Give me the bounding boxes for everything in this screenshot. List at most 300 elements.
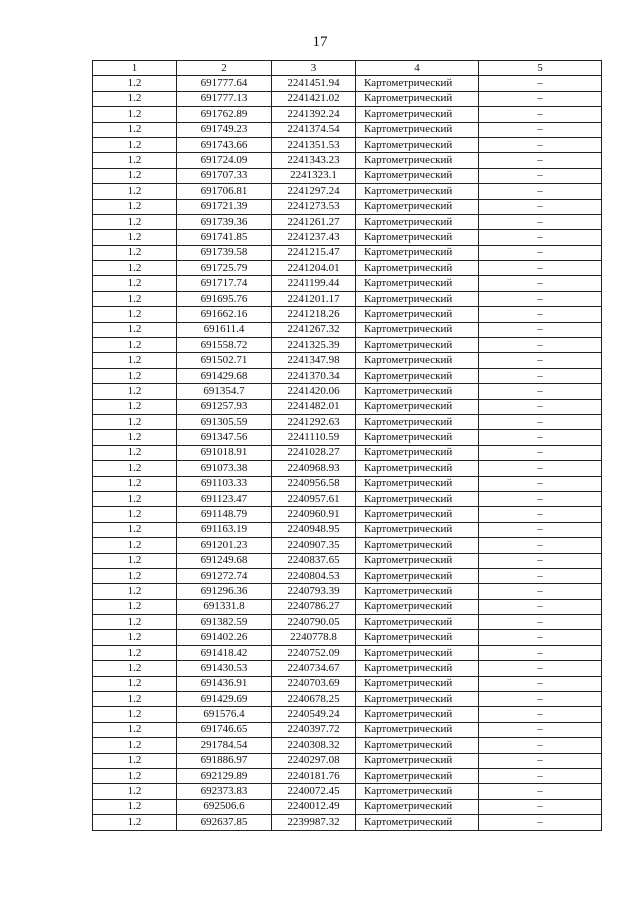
y-coordinate-cell: 2240837.65 [272, 553, 356, 568]
method-cell: Картометрический [356, 707, 479, 722]
x-coordinate-cell: 291784.54 [177, 738, 272, 753]
y-coordinate-cell: 2241218.26 [272, 307, 356, 322]
table-row [93, 676, 602, 691]
method-cell: Картометрический [356, 784, 479, 799]
y-coordinate-cell: 2241261.27 [272, 214, 356, 229]
accuracy-cell: – [479, 615, 602, 630]
y-coordinate-cell: 2240778.8 [272, 630, 356, 645]
table-row [93, 230, 602, 245]
accuracy-cell: – [479, 414, 602, 429]
table-row [93, 584, 602, 599]
method-cell: Картометрический [356, 230, 479, 245]
y-coordinate-cell: 2240072.45 [272, 784, 356, 799]
section-cell: 1.2 [93, 276, 177, 291]
accuracy-cell: – [479, 676, 602, 691]
y-coordinate-cell: 2240703.69 [272, 676, 356, 691]
method-cell: Картометрический [356, 153, 479, 168]
table-row [93, 399, 602, 414]
y-coordinate-cell: 2241392.24 [272, 107, 356, 122]
x-coordinate-cell: 691886.97 [177, 753, 272, 768]
x-coordinate-cell: 691249.68 [177, 553, 272, 568]
table-row [93, 538, 602, 553]
section-cell: 1.2 [93, 768, 177, 783]
page-number: 17 [312, 34, 328, 50]
x-coordinate-cell: 691331.8 [177, 599, 272, 614]
y-coordinate-cell: 2240786.27 [272, 599, 356, 614]
accuracy-cell: – [479, 491, 602, 506]
section-cell: 1.2 [93, 630, 177, 645]
section-cell: 1.2 [93, 584, 177, 599]
method-cell: Картометрический [356, 168, 479, 183]
x-coordinate-cell: 691695.76 [177, 291, 272, 306]
x-coordinate-cell: 691103.33 [177, 476, 272, 491]
header-row [93, 61, 602, 76]
table-row [93, 738, 602, 753]
accuracy-cell: – [479, 692, 602, 707]
table-row [93, 707, 602, 722]
y-coordinate-cell: 2240181.76 [272, 768, 356, 783]
section-cell: 1.2 [93, 738, 177, 753]
accuracy-cell: – [479, 461, 602, 476]
table-row [93, 276, 602, 291]
section-cell: 1.2 [93, 522, 177, 537]
method-cell: Картометрический [356, 107, 479, 122]
section-cell: 1.2 [93, 399, 177, 414]
method-cell: Картометрический [356, 768, 479, 783]
method-cell: Картометрический [356, 368, 479, 383]
header-cell-2: 2 [177, 61, 272, 76]
table-row [93, 476, 602, 491]
section-cell: 1.2 [93, 784, 177, 799]
accuracy-cell: – [479, 599, 602, 614]
section-cell: 1.2 [93, 122, 177, 137]
method-cell: Картометрический [356, 261, 479, 276]
y-coordinate-cell: 2241273.53 [272, 199, 356, 214]
table-row [93, 199, 602, 214]
table-row [93, 261, 602, 276]
table-body [93, 76, 602, 830]
accuracy-cell: – [479, 799, 602, 814]
method-cell: Картометрический [356, 91, 479, 106]
x-coordinate-cell: 691707.33 [177, 168, 272, 183]
header-cell-3: 3 [272, 61, 356, 76]
method-cell: Картометрический [356, 414, 479, 429]
header-cell-5: 5 [479, 61, 602, 76]
section-cell: 1.2 [93, 491, 177, 506]
table-row [93, 445, 602, 460]
x-coordinate-cell: 691576.4 [177, 707, 272, 722]
table-row [93, 522, 602, 537]
section-cell: 1.2 [93, 230, 177, 245]
table-row [93, 553, 602, 568]
table-row [93, 430, 602, 445]
y-coordinate-cell: 2239987.32 [272, 815, 356, 830]
y-coordinate-cell: 2241237.43 [272, 230, 356, 245]
accuracy-cell: – [479, 261, 602, 276]
x-coordinate-cell: 691296.36 [177, 584, 272, 599]
accuracy-cell: – [479, 630, 602, 645]
section-cell: 1.2 [93, 815, 177, 830]
accuracy-cell: – [479, 137, 602, 152]
table-row [93, 76, 602, 91]
x-coordinate-cell: 691354.7 [177, 384, 272, 399]
y-coordinate-cell: 2241323.1 [272, 168, 356, 183]
method-cell: Картометрический [356, 199, 479, 214]
accuracy-cell: – [479, 199, 602, 214]
method-cell: Картометрический [356, 722, 479, 737]
x-coordinate-cell: 691347.56 [177, 430, 272, 445]
coordinates-table [92, 60, 602, 831]
method-cell: Картометрический [356, 276, 479, 291]
method-cell: Картометрический [356, 245, 479, 260]
x-coordinate-cell: 691777.13 [177, 91, 272, 106]
section-cell: 1.2 [93, 153, 177, 168]
section-cell: 1.2 [93, 261, 177, 276]
section-cell: 1.2 [93, 676, 177, 691]
y-coordinate-cell: 2240752.09 [272, 645, 356, 660]
accuracy-cell: – [479, 568, 602, 583]
y-coordinate-cell: 2241201.17 [272, 291, 356, 306]
table-row [93, 122, 602, 137]
x-coordinate-cell: 692637.85 [177, 815, 272, 830]
accuracy-cell: – [479, 399, 602, 414]
section-cell: 1.2 [93, 214, 177, 229]
x-coordinate-cell: 691743.66 [177, 137, 272, 152]
x-coordinate-cell: 691257.93 [177, 399, 272, 414]
y-coordinate-cell: 2240790.05 [272, 615, 356, 630]
x-coordinate-cell: 691717.74 [177, 276, 272, 291]
y-coordinate-cell: 2241482.01 [272, 399, 356, 414]
y-coordinate-cell: 2240804.53 [272, 568, 356, 583]
method-cell: Картометрический [356, 399, 479, 414]
method-cell: Картометрический [356, 184, 479, 199]
y-coordinate-cell: 2241199.44 [272, 276, 356, 291]
x-coordinate-cell: 691706.81 [177, 184, 272, 199]
table-row [93, 768, 602, 783]
accuracy-cell: – [479, 76, 602, 91]
accuracy-cell: – [479, 507, 602, 522]
y-coordinate-cell: 2241297.24 [272, 184, 356, 199]
method-cell: Картометрический [356, 738, 479, 753]
accuracy-cell: – [479, 153, 602, 168]
table-row [93, 245, 602, 260]
table-header [93, 61, 602, 76]
method-cell: Картометрический [356, 615, 479, 630]
section-cell: 1.2 [93, 538, 177, 553]
section-cell: 1.2 [93, 461, 177, 476]
x-coordinate-cell: 691418.42 [177, 645, 272, 660]
y-coordinate-cell: 2241347.98 [272, 353, 356, 368]
table-row [93, 615, 602, 630]
accuracy-cell: – [479, 445, 602, 460]
table-row [93, 599, 602, 614]
section-cell: 1.2 [93, 368, 177, 383]
x-coordinate-cell: 691163.19 [177, 522, 272, 537]
method-cell: Картометрический [356, 815, 479, 830]
table-row [93, 184, 602, 199]
accuracy-cell: – [479, 722, 602, 737]
y-coordinate-cell: 2240957.61 [272, 491, 356, 506]
y-coordinate-cell: 2241267.32 [272, 322, 356, 337]
section-cell: 1.2 [93, 291, 177, 306]
table-row [93, 307, 602, 322]
x-coordinate-cell: 692506.6 [177, 799, 272, 814]
method-cell: Картометрический [356, 76, 479, 91]
method-cell: Картометрический [356, 291, 479, 306]
accuracy-cell: – [479, 661, 602, 676]
y-coordinate-cell: 2240948.95 [272, 522, 356, 537]
section-cell: 1.2 [93, 722, 177, 737]
table-row [93, 291, 602, 306]
y-coordinate-cell: 2240734.67 [272, 661, 356, 676]
accuracy-cell: – [479, 476, 602, 491]
section-cell: 1.2 [93, 137, 177, 152]
x-coordinate-cell: 691558.72 [177, 338, 272, 353]
table-row [93, 153, 602, 168]
x-coordinate-cell: 691746.65 [177, 722, 272, 737]
x-coordinate-cell: 691721.39 [177, 199, 272, 214]
table-row [93, 353, 602, 368]
accuracy-cell: – [479, 214, 602, 229]
table-row [93, 722, 602, 737]
accuracy-cell: – [479, 107, 602, 122]
method-cell: Картометрический [356, 491, 479, 506]
method-cell: Картометрический [356, 445, 479, 460]
y-coordinate-cell: 2241292.63 [272, 414, 356, 429]
accuracy-cell: – [479, 91, 602, 106]
table-row [93, 322, 602, 337]
header-cell-4: 4 [356, 61, 479, 76]
section-cell: 1.2 [93, 799, 177, 814]
accuracy-cell: – [479, 522, 602, 537]
section-cell: 1.2 [93, 91, 177, 106]
x-coordinate-cell: 691123.47 [177, 491, 272, 506]
accuracy-cell: – [479, 184, 602, 199]
section-cell: 1.2 [93, 414, 177, 429]
accuracy-cell: – [479, 368, 602, 383]
section-cell: 1.2 [93, 168, 177, 183]
table-row [93, 799, 602, 814]
section-cell: 1.2 [93, 353, 177, 368]
accuracy-cell: – [479, 815, 602, 830]
y-coordinate-cell: 2240793.39 [272, 584, 356, 599]
method-cell: Картометрический [356, 137, 479, 152]
accuracy-cell: – [479, 245, 602, 260]
method-cell: Картометрический [356, 630, 479, 645]
method-cell: Картометрический [356, 353, 479, 368]
x-coordinate-cell: 691382.59 [177, 615, 272, 630]
x-coordinate-cell: 691739.36 [177, 214, 272, 229]
method-cell: Картометрический [356, 122, 479, 137]
x-coordinate-cell: 691777.64 [177, 76, 272, 91]
accuracy-cell: – [479, 353, 602, 368]
method-cell: Картометрический [356, 599, 479, 614]
y-coordinate-cell: 2241374.54 [272, 122, 356, 137]
accuracy-cell: – [479, 291, 602, 306]
section-cell: 1.2 [93, 615, 177, 630]
method-cell: Картометрический [356, 661, 479, 676]
x-coordinate-cell: 691724.09 [177, 153, 272, 168]
table-row [93, 753, 602, 768]
section-cell: 1.2 [93, 76, 177, 91]
method-cell: Картометрический [356, 322, 479, 337]
y-coordinate-cell: 2240549.24 [272, 707, 356, 722]
x-coordinate-cell: 691148.79 [177, 507, 272, 522]
table-row [93, 368, 602, 383]
accuracy-cell: – [479, 768, 602, 783]
y-coordinate-cell: 2240907.35 [272, 538, 356, 553]
section-cell: 1.2 [93, 661, 177, 676]
y-coordinate-cell: 2240678.25 [272, 692, 356, 707]
x-coordinate-cell: 691611.4 [177, 322, 272, 337]
accuracy-cell: – [479, 168, 602, 183]
y-coordinate-cell: 2240012.49 [272, 799, 356, 814]
section-cell: 1.2 [93, 307, 177, 322]
method-cell: Картометрический [356, 676, 479, 691]
y-coordinate-cell: 2241451.94 [272, 76, 356, 91]
section-cell: 1.2 [93, 568, 177, 583]
accuracy-cell: – [479, 553, 602, 568]
table-row [93, 384, 602, 399]
x-coordinate-cell: 691018.91 [177, 445, 272, 460]
table-row [93, 568, 602, 583]
method-cell: Картометрический [356, 461, 479, 476]
method-cell: Картометрический [356, 430, 479, 445]
method-cell: Картометрический [356, 476, 479, 491]
x-coordinate-cell: 691429.69 [177, 692, 272, 707]
method-cell: Картометрический [356, 338, 479, 353]
y-coordinate-cell: 2240297.08 [272, 753, 356, 768]
x-coordinate-cell: 691502.71 [177, 353, 272, 368]
accuracy-cell: – [479, 784, 602, 799]
accuracy-cell: – [479, 122, 602, 137]
table-row [93, 630, 602, 645]
y-coordinate-cell: 2241028.27 [272, 445, 356, 460]
section-cell: 1.2 [93, 507, 177, 522]
y-coordinate-cell: 2241343.23 [272, 153, 356, 168]
section-cell: 1.2 [93, 107, 177, 122]
header-cell-1: 1 [93, 61, 177, 76]
method-cell: Картометрический [356, 538, 479, 553]
accuracy-cell: – [479, 584, 602, 599]
table-row [93, 168, 602, 183]
x-coordinate-cell: 691272.74 [177, 568, 272, 583]
section-cell: 1.2 [93, 430, 177, 445]
x-coordinate-cell: 691073.38 [177, 461, 272, 476]
accuracy-cell: – [479, 753, 602, 768]
section-cell: 1.2 [93, 184, 177, 199]
table-row [93, 461, 602, 476]
method-cell: Картометрический [356, 584, 479, 599]
y-coordinate-cell: 2241215.47 [272, 245, 356, 260]
accuracy-cell: – [479, 276, 602, 291]
method-cell: Картометрический [356, 553, 479, 568]
table-row [93, 107, 602, 122]
method-cell: Картометрический [356, 568, 479, 583]
x-coordinate-cell: 691739.58 [177, 245, 272, 260]
y-coordinate-cell: 2240956.58 [272, 476, 356, 491]
x-coordinate-cell: 691662.16 [177, 307, 272, 322]
table-row [93, 507, 602, 522]
x-coordinate-cell: 691402.26 [177, 630, 272, 645]
y-coordinate-cell: 2240397.72 [272, 722, 356, 737]
x-coordinate-cell: 691436.91 [177, 676, 272, 691]
y-coordinate-cell: 2241204.01 [272, 261, 356, 276]
table-row [93, 91, 602, 106]
section-cell: 1.2 [93, 753, 177, 768]
method-cell: Картометрический [356, 214, 479, 229]
method-cell: Картометрический [356, 507, 479, 522]
accuracy-cell: – [479, 230, 602, 245]
table-row [93, 784, 602, 799]
section-cell: 1.2 [93, 599, 177, 614]
section-cell: 1.2 [93, 338, 177, 353]
section-cell: 1.2 [93, 476, 177, 491]
y-coordinate-cell: 2241110.59 [272, 430, 356, 445]
method-cell: Картометрический [356, 692, 479, 707]
y-coordinate-cell: 2240968.93 [272, 461, 356, 476]
y-coordinate-cell: 2241370.34 [272, 368, 356, 383]
y-coordinate-cell: 2240960.91 [272, 507, 356, 522]
section-cell: 1.2 [93, 445, 177, 460]
x-coordinate-cell: 692129.89 [177, 768, 272, 783]
x-coordinate-cell: 691201.23 [177, 538, 272, 553]
table-row [93, 815, 602, 830]
method-cell: Картометрический [356, 307, 479, 322]
section-cell: 1.2 [93, 199, 177, 214]
accuracy-cell: – [479, 707, 602, 722]
x-coordinate-cell: 691762.89 [177, 107, 272, 122]
y-coordinate-cell: 2240308.32 [272, 738, 356, 753]
method-cell: Картометрический [356, 384, 479, 399]
accuracy-cell: – [479, 322, 602, 337]
accuracy-cell: – [479, 645, 602, 660]
section-cell: 1.2 [93, 707, 177, 722]
y-coordinate-cell: 2241420.06 [272, 384, 356, 399]
table-row [93, 214, 602, 229]
section-cell: 1.2 [93, 322, 177, 337]
accuracy-cell: – [479, 738, 602, 753]
x-coordinate-cell: 691305.59 [177, 414, 272, 429]
section-cell: 1.2 [93, 692, 177, 707]
x-coordinate-cell: 691741.85 [177, 230, 272, 245]
method-cell: Картометрический [356, 522, 479, 537]
section-cell: 1.2 [93, 245, 177, 260]
section-cell: 1.2 [93, 384, 177, 399]
table-row [93, 661, 602, 676]
method-cell: Картометрический [356, 799, 479, 814]
x-coordinate-cell: 691725.79 [177, 261, 272, 276]
accuracy-cell: – [479, 338, 602, 353]
accuracy-cell: – [479, 307, 602, 322]
y-coordinate-cell: 2241421.02 [272, 91, 356, 106]
x-coordinate-cell: 692373.83 [177, 784, 272, 799]
table-row [93, 491, 602, 506]
accuracy-cell: – [479, 538, 602, 553]
table-row [93, 692, 602, 707]
x-coordinate-cell: 691429.68 [177, 368, 272, 383]
section-cell: 1.2 [93, 553, 177, 568]
method-cell: Картометрический [356, 645, 479, 660]
accuracy-cell: – [479, 384, 602, 399]
table-row [93, 414, 602, 429]
x-coordinate-cell: 691430.53 [177, 661, 272, 676]
x-coordinate-cell: 691749.23 [177, 122, 272, 137]
table-row [93, 645, 602, 660]
table-row [93, 338, 602, 353]
section-cell: 1.2 [93, 645, 177, 660]
accuracy-cell: – [479, 430, 602, 445]
